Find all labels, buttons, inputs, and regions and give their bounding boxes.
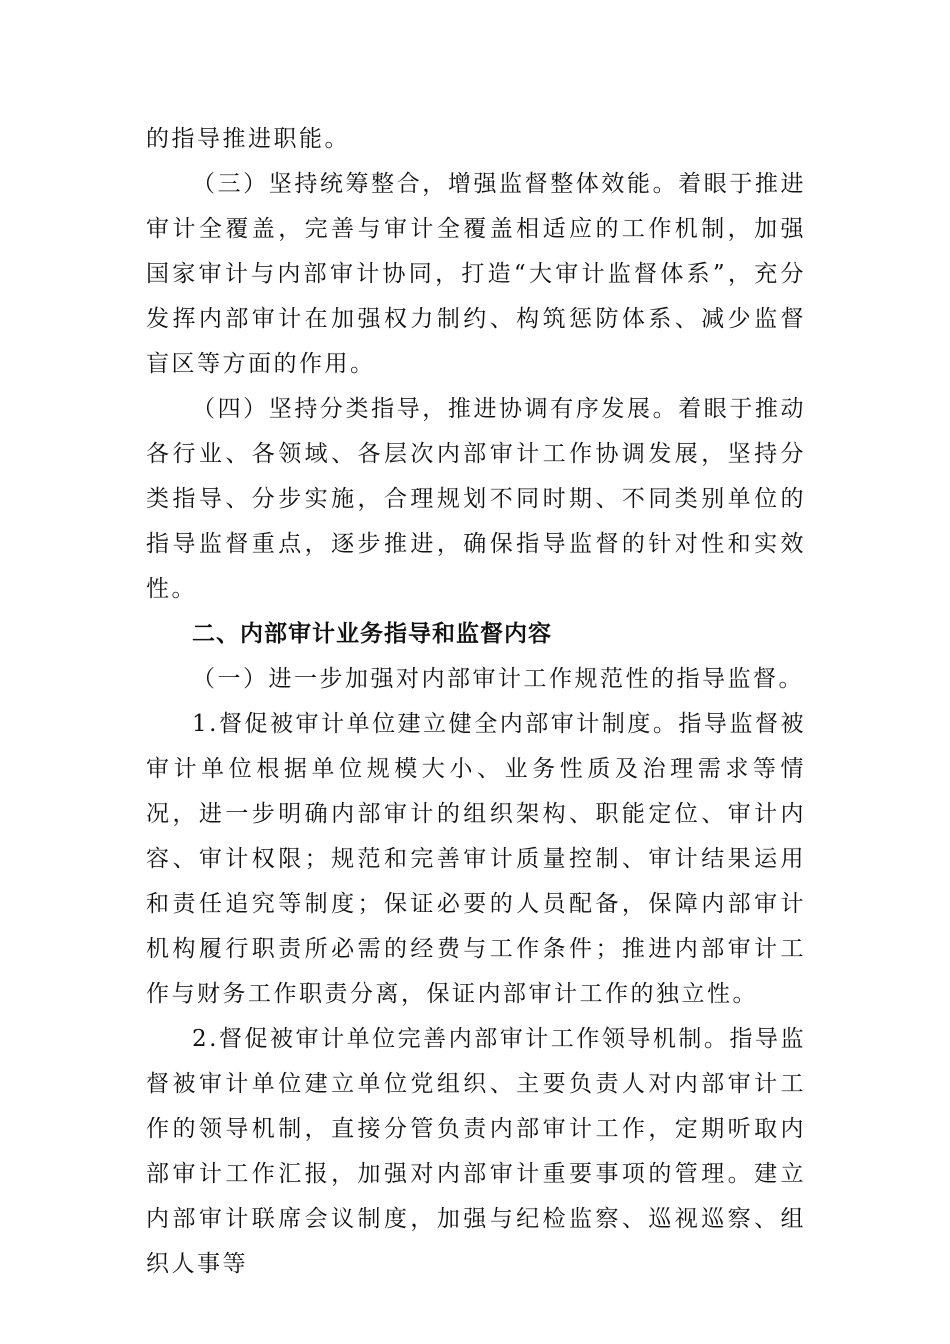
section-heading: 二、内部审计业务指导和监督内容 (192, 621, 552, 647)
paragraph-continuation: 的指导推进职能。 (146, 126, 350, 152)
paragraph-item-2: 2.督促被审计单位完善内部审计工作领导机制。指导监督被审计单位建立单位党组织、主要负责人对内部审计工作的领导机制，直接分管负责内部审计工作，定期听取内部审计工作汇报，加强对内部审计重要事项的管理。建立内部审计联席会议制度，加强与纪检监察、巡视巡察、组织人事等 (146, 1026, 806, 1277)
document-body (146, 117, 806, 1287)
paragraph-principle-3: （三）坚持统筹整合，增强监督整体效能。着眼于推进审计全覆盖，完善与审计全覆盖相适应的工作机制，加强国家审计与内部审计协同，打造“大审计监督体系”，充分发挥内部审计在加强权力制约、构筑惩防体系、减少监督盲区等方面的作用。 (146, 171, 806, 377)
subsection-heading-1: （一）进一步加强对内部审计工作规范性的指导监督。 (192, 666, 804, 692)
paragraph-principle-4: （四）坚持分类指导，推进协调有序发展。着眼于推动各行业、各领域、各层次内部审计工作协调发展，坚持分类指导、分步实施，合理规划不同时期、不同类别单位的指导监督重点，逐步推进，确保指导监督的针对性和实效性。 (146, 396, 806, 602)
paragraph-item-1: 1.督促被审计单位建立健全内部审计制度。指导监督被审计单位根据单位规模大小、业务性质及治理需求等情况，进一步明确内部审计的组织架构、职能定位、审计内容、审计权限；规范和完善审计质量控制、审计结果运用和责任追究等制度；保证必要的人员配备，保障内部审计机构履行职责所必需的经费与工作条件；推进内部审计工作与财务工作职责分离，保证内部审计工作的独立性。 (146, 711, 806, 1007)
